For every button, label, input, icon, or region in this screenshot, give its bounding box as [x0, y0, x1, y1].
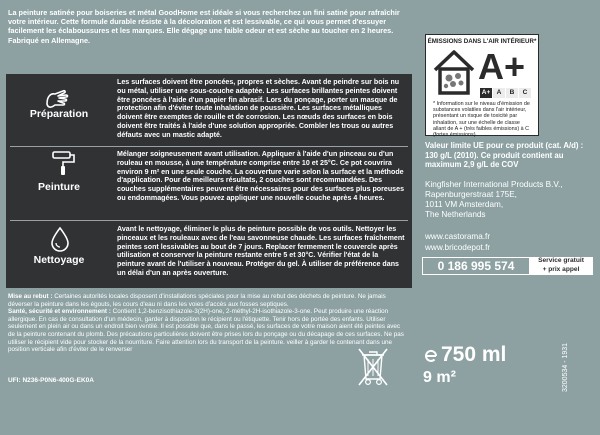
water-drop-icon	[46, 225, 74, 253]
website-link[interactable]: www.bricodepot.fr	[425, 242, 491, 252]
emissions-grade: A+	[478, 46, 526, 87]
step-cleaning	[6, 222, 412, 288]
disposal-text: Certaines autorités locales disposent d'installations spéciales pour la mise au rebut des déchets de peinture. Ne jamais déverser la peinture dans les égouts, les cours d'eau ni dans les voies d'accès aux fosses septiques.	[8, 293, 386, 308]
scale-a: A	[493, 88, 506, 98]
address-line: The Netherlands	[425, 210, 486, 219]
address-line: 1011 VM Amsterdam,	[425, 200, 504, 209]
step-title: Nettoyage	[33, 254, 85, 266]
step-title: Peinture	[37, 181, 80, 193]
scale-c: C	[519, 88, 532, 98]
step-text: Avant le nettoyage, éliminer le plus de peinture possible de vos outils. Nettoyer les pinceaux et les rouleaux avec de l'eau savonneuse chaude. Les surfaces fraîchement peintes sont lessivables au bout de 7 jours. Replacer fermement le couvercle après utilisation et conserver la peinture restante entre 5 et 30°C. Vérifier l'état de la peinture avant de l'utiliser à nouveau. Protéger du gel. À utiliser de préférence dans un délai d'un an après ouverture.	[117, 225, 405, 277]
step-title: Préparation	[29, 108, 89, 120]
divider	[10, 220, 408, 221]
ufi-code: UFI: N236-P0N6-400G-EK0A	[8, 377, 94, 384]
scale-b: B	[506, 88, 519, 98]
disposal-label: Mise au rebut :	[8, 293, 53, 300]
manufacturer-address	[425, 180, 595, 220]
coverage: 9 m²	[423, 369, 456, 386]
step-text: Mélanger soigneusement avant utilisation. Appliquer à l'aide d'un pinceau ou d'un rouleau en mousse, à une température comprise entre 10 et 25°C. Ce pot couvrira environ 9 m² en une seule couche. La couverture varie selon la surface et la méthode d'application. Pour de meilleurs résultats, 2 couches sont recommandées. Des couches supplémentaires peuvent être nécessaires pour des surfaces plus poreuses ou endommagées. Vous pouvez appliquer une nouvelle couche après 4 heures.	[117, 150, 405, 202]
safety-notes	[8, 293, 406, 354]
safety-text: Contient 1,2-benzisothiazole-3(2H)-one, 2-méthyl-2H-isothiazole-3-one. Peut produire une réaction allergique. En cas de consultation d'un médecin, garder à disposition le récipient ou l'étiquette. Tenir hors de portée des enfants. Utiliser seulement en plein air ou dans un endroit bien ventilé. Il est possible que, dans le passé, les surfaces de votre maison aient été peintes avec de la peinture contenant du plomb. Des précautions particulières doivent être prises lors du ponçage ou du décapage de ces surfaces. Ne pas utiliser le récipient vide pour stocker de la nourriture. Faire attention lors du transport de la peinture. veiller à garder le contenant dans une position verticale afin d'éviter de le renverser	[8, 308, 404, 354]
product-code: 3200534 - 1931	[562, 342, 569, 392]
step-painting	[6, 148, 412, 218]
paint-roller-icon	[50, 149, 78, 177]
step-text: Les surfaces doivent être poncées, propres et sèches. Avant de peindre sur bois nu ou métal, utiliser une sous-couche adaptée. Les surfaces brillantes peintes doivent être poncées à l'aide d'un papier fin abrasif. Lors du ponçage, porter un masque de protection afin d'éviter toute inhalation de poussière. Les surfaces métalliques doivent être exemptes de rouille et de corrosion. Les nœuds des surfaces en bois doivent être traités à l'aide d'une solution appropriée. Combler les trous ou autres défauts avec un mastic adapté.	[117, 78, 400, 139]
product-description: La peinture satinée pour boiseries et métal GoodHome est idéale si vous recherchez un fini satiné pour rafraîchir votre intérieur. Cette formule durable résiste à la décoloration et est lessivable, ce qui vous permet d'essuyer facilement les éclaboussures et les marques. Elle dégage une faible odeur et est sèche au toucher en 2 heures. Fabriqué en Allemagne.	[8, 8, 400, 45]
estimated-sign-icon	[423, 349, 439, 362]
emissions-note: * Information sur le niveau d'émission de substances volatiles dans l'air intérieur, présentant un risque de toxicité par inhalation, sur une échelle de classe allant de A + (très faibles émissions) à C (fortes émissions)	[433, 101, 530, 139]
crossed-bin-icon	[356, 345, 390, 387]
indoor-emissions-label	[425, 34, 539, 139]
step-preparation	[6, 74, 412, 144]
phone-tag-line: Service gratuit	[538, 257, 584, 264]
emissions-scale	[480, 88, 532, 98]
websites	[425, 232, 490, 253]
volume: 750 ml	[441, 343, 507, 366]
divider	[10, 146, 408, 147]
address-line: Kingfisher International Products B.V.,	[425, 180, 563, 189]
house-icon	[432, 48, 476, 96]
phone-service-tag	[529, 257, 593, 275]
instructions-panel	[6, 74, 412, 288]
safety-label: Santé, sécurité et environnement :	[8, 308, 111, 316]
phone-tag-line: + prix appel	[542, 265, 580, 273]
website-link[interactable]: www.castorama.fr	[425, 232, 491, 241]
voc-limit: Valeur limite UE pour ce produit (cat. A/d) : 130 g/L (2010). Ce produit contient au maximum 2,9 g/L de COV	[425, 141, 584, 170]
scale-a-plus: A+	[480, 88, 493, 98]
address-line: Rapenburgerstraat 175E,	[425, 190, 517, 199]
emissions-title: ÉMISSIONS DANS L'AIR INTÉRIEUR*	[427, 38, 537, 45]
phone-number[interactable]: 0 186 995 574	[422, 257, 530, 275]
